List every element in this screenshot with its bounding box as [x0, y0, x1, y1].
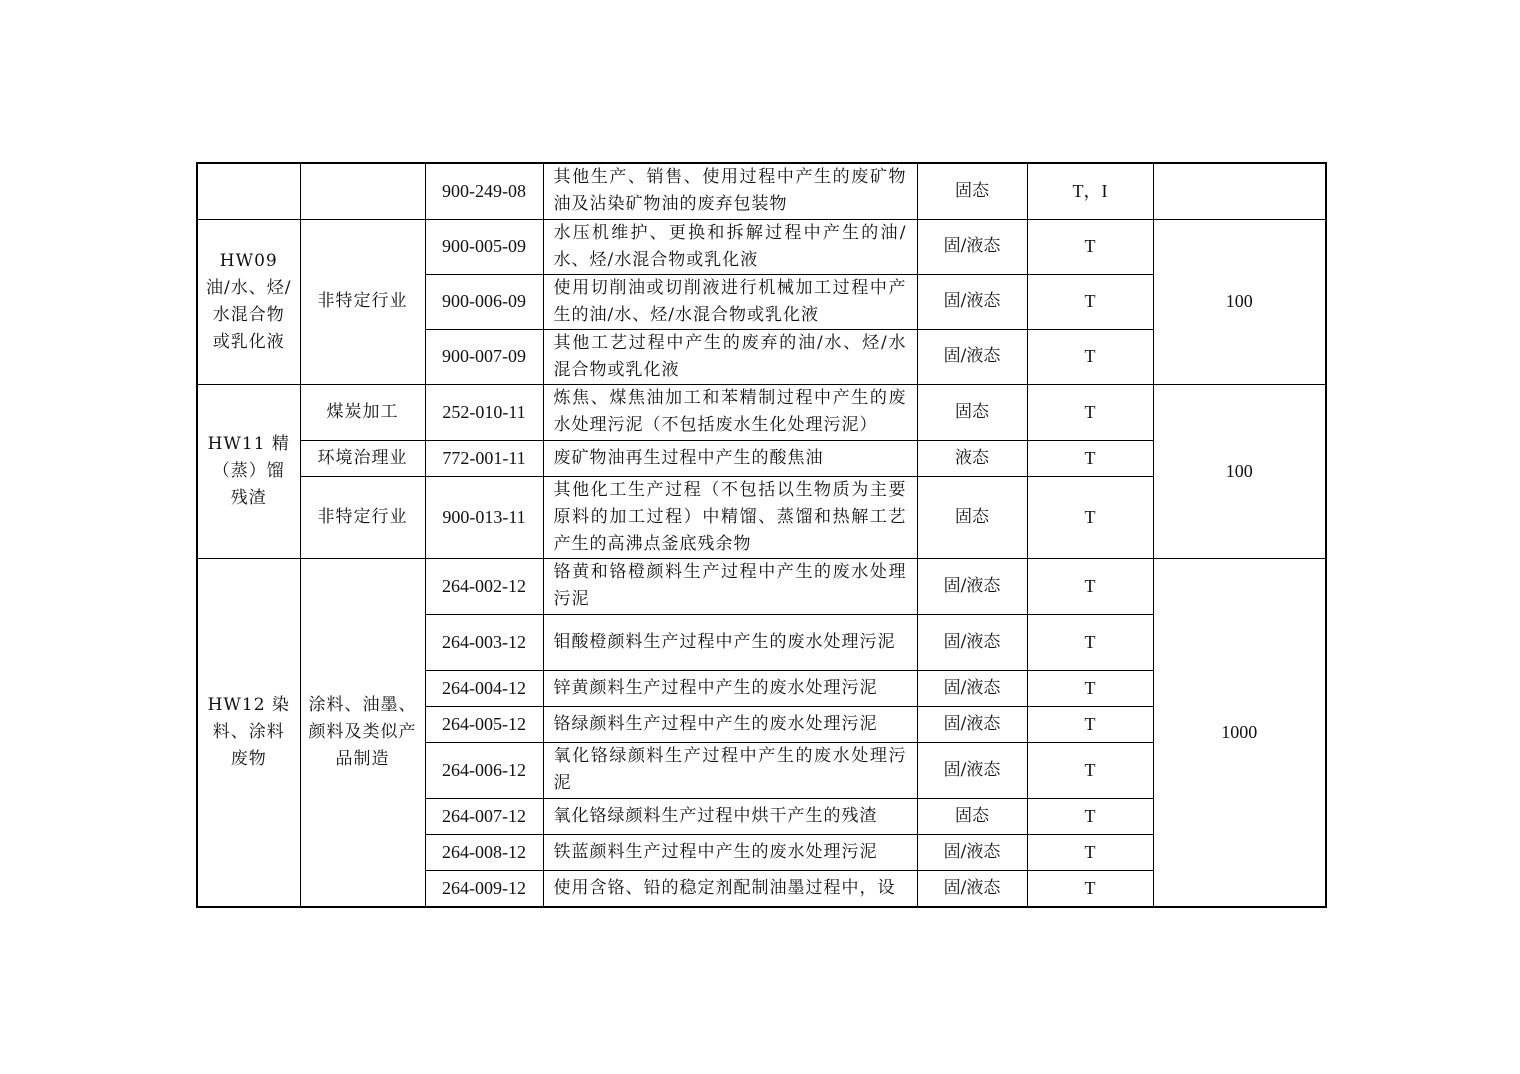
waste-description: 使用含铬、铅的稳定剂配制油墨过程中，设: [543, 870, 917, 907]
table-row: [197, 219, 1326, 274]
waste-description: 钼酸橙颜料生产过程中产生的废水处理污泥: [543, 614, 917, 670]
waste-code: 264-006-12: [425, 742, 543, 798]
hazard-characteristic: T，I: [1027, 163, 1153, 219]
table-row: [197, 384, 1326, 440]
waste-form: 固/液态: [917, 219, 1027, 274]
waste-code: 772-001-11: [425, 440, 543, 476]
waste-code: 264-003-12: [425, 614, 543, 670]
waste-description: 锌黄颜料生产过程中产生的废水处理污泥: [543, 670, 917, 706]
waste-code: 252-010-11: [425, 384, 543, 440]
waste-description: 其他工艺过程中产生的废弃的油/水、烃/水混合物或乳化液: [543, 329, 917, 384]
waste-description: 氧化铬绿颜料生产过程中烘干产生的残渣: [543, 798, 917, 834]
waste-form: 固/液态: [917, 670, 1027, 706]
waste-description: 铬黄和铬橙颜料生产过程中产生的废水处理污泥: [543, 558, 917, 614]
waste-code: 264-004-12: [425, 670, 543, 706]
waste-form: 固/液态: [917, 558, 1027, 614]
hazard-characteristic: T: [1027, 798, 1153, 834]
hazard-characteristic: T: [1027, 476, 1153, 558]
waste-code: 264-007-12: [425, 798, 543, 834]
hazard-characteristic: T: [1027, 614, 1153, 670]
waste-description: 使用切削油或切削液进行机械加工过程中产生的油/水、烃/水混合物或乳化液: [543, 274, 917, 329]
waste-code: 264-008-12: [425, 834, 543, 870]
waste-code: 900-005-09: [425, 219, 543, 274]
waste-description: 废矿物油再生过程中产生的酸焦油: [543, 440, 917, 476]
hazard-characteristic: T: [1027, 219, 1153, 274]
storage-amount: 100: [1153, 219, 1326, 384]
waste-description: 其他化工生产过程（不包括以生物质为主要原料的加工过程）中精馏、蒸馏和热解工艺产生的高沸点釜底残余物: [543, 476, 917, 558]
waste-form: 固/液态: [917, 870, 1027, 907]
waste-form: 液态: [917, 440, 1027, 476]
waste-code: 264-009-12: [425, 870, 543, 907]
waste-description: 水压机维护、更换和拆解过程中产生的油/水、烃/水混合物或乳化液: [543, 219, 917, 274]
waste-category: HW12 染料、涂料废物: [197, 558, 300, 907]
industry-source: 环境治理业: [300, 440, 425, 476]
waste-description: 氧化铬绿颜料生产过程中产生的废水处理污泥: [543, 742, 917, 798]
industry-source: 煤炭加工: [300, 384, 425, 440]
waste-code: 900-007-09: [425, 329, 543, 384]
storage-amount: 100: [1153, 384, 1326, 558]
industry-source: [300, 163, 425, 219]
waste-form: 固/液态: [917, 742, 1027, 798]
waste-code: 900-249-08: [425, 163, 543, 219]
table-row: [197, 163, 1326, 219]
waste-description: 铬绿颜料生产过程中产生的废水处理污泥: [543, 706, 917, 742]
table-row: [197, 558, 1326, 614]
hazard-characteristic: T: [1027, 384, 1153, 440]
industry-source: 非特定行业: [300, 219, 425, 384]
waste-description: 其他生产、销售、使用过程中产生的废矿物油及沾染矿物油的废弃包装物: [543, 163, 917, 219]
waste-form: 固/液态: [917, 329, 1027, 384]
waste-description: 炼焦、煤焦油加工和苯精制过程中产生的废水处理污泥（不包括废水生化处理污泥）: [543, 384, 917, 440]
hazard-characteristic: T: [1027, 706, 1153, 742]
waste-code: 900-013-11: [425, 476, 543, 558]
storage-amount: [1153, 163, 1326, 219]
hazard-characteristic: T: [1027, 274, 1153, 329]
waste-category: HW11 精（蒸）馏残渣: [197, 384, 300, 558]
hazard-characteristic: T: [1027, 440, 1153, 476]
waste-form: 固态: [917, 476, 1027, 558]
hazard-characteristic: T: [1027, 670, 1153, 706]
waste-form: 固/液态: [917, 834, 1027, 870]
waste-form: 固态: [917, 384, 1027, 440]
hazard-characteristic: T: [1027, 870, 1153, 907]
hazard-characteristic: T: [1027, 834, 1153, 870]
waste-form: 固/液态: [917, 706, 1027, 742]
waste-category: HW09 油/水、烃/水混合物或乳化液: [197, 219, 300, 384]
waste-code: 264-002-12: [425, 558, 543, 614]
waste-code: 264-005-12: [425, 706, 543, 742]
industry-source: 涂料、油墨、颜料及类似产品制造: [300, 558, 425, 907]
hazard-characteristic: T: [1027, 742, 1153, 798]
hazardous-waste-table: [196, 162, 1327, 908]
hazard-characteristic: T: [1027, 558, 1153, 614]
waste-description: 铁蓝颜料生产过程中产生的废水处理污泥: [543, 834, 917, 870]
storage-amount: 1000: [1153, 558, 1326, 907]
waste-form: 固/液态: [917, 274, 1027, 329]
waste-code: 900-006-09: [425, 274, 543, 329]
hazard-characteristic: T: [1027, 329, 1153, 384]
waste-form: 固态: [917, 798, 1027, 834]
waste-form: 固态: [917, 163, 1027, 219]
waste-form: 固/液态: [917, 614, 1027, 670]
industry-source: 非特定行业: [300, 476, 425, 558]
waste-category: [197, 163, 300, 219]
